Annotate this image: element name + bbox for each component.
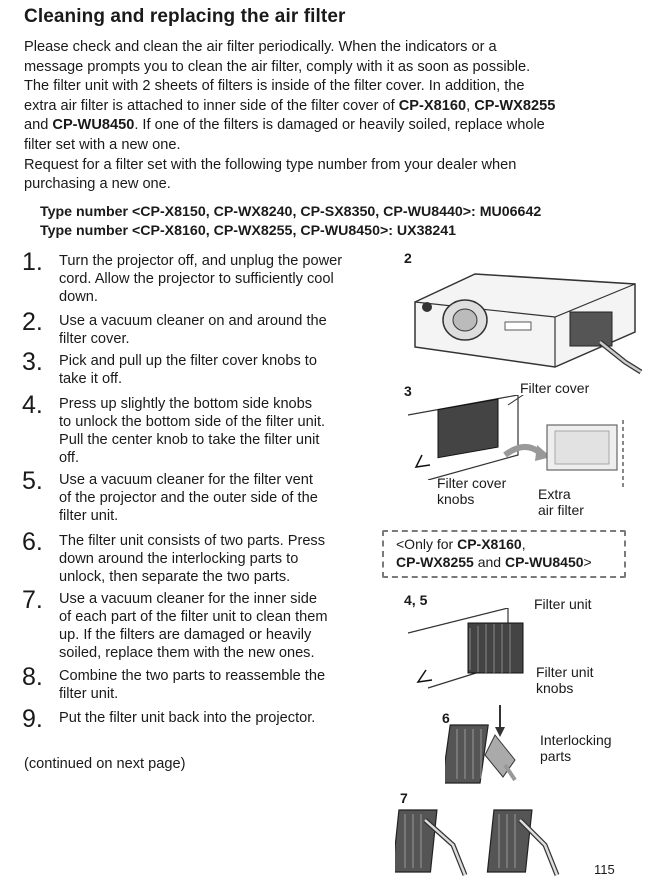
type-number-line: Type number <CP-X8160, CP-WX8255, CP-WU8450>: UX38241 xyxy=(40,223,457,239)
figure-label: 3 xyxy=(404,383,412,399)
manual-page: Cleaning and replacing the air filter Please check and clean the air filter periodically. When the indicators or a message prompts you to clean the air filter, comply with it as soon as possible. The filter unit with 2 sheets of filters is inside of the filter cover. In addition, the extra air filter is attached to inner side of the filter cover of CP-X8160, CP-WX8255 and CP-WU8450. If one of the filters is damaged or heavily soiled, replace whole filter set with a new one. Request for a filter set with the following type number from your dealer when purchasing a new one. Type number <CP-X8150, CP-WX8240, CP-SX8350, CP-WU8440>: MU06642 Type number <CP-X8160, CP-WX8255, CP-WU8450>: UX38241 1. Turn the projector off, and unplug the power cord. Allow the projector to sufficiently cool down. 2. Use a vacuum cleaner on and around the filter cover. 3. Pick and pull up the filter cover knobs to take it off. 4. Press up slightly the bottom side knobs to unlock the bottom side of the filter unit. Pull the center knob to take the filter unit off. 5. Use a vacuum cleaner for the filter vent of the projector and the outer side of the filter unit. 6. The filter unit consists of two parts. Press down around the interlocking parts to unlock, then separate the two parts. 7. Use a vacuum cleaner for the inner side of each part of the filter unit to clean them up. If the filters are damaged or heavily soiled, replace them with the new ones. 8. Combine the two parts to reassemble the filter unit. 9. Put the filter unit back into the projector. (continued on next page) 2 3 Filter cover Filter cover knobs Extra air filter <Only for CP-X8160, CP-WX8255 and CP-WU8450> 4, 5 Filter unit Filter unit knobs 6 Interlocking parts 7 115 xyxy=(0,0,654,879)
intro-line: purchasing a new one. xyxy=(24,176,171,193)
intro-line: Please check and clean the air filter periodically. When the indicators or a xyxy=(24,39,497,55)
figure-label: 6 xyxy=(442,710,450,726)
intro-line: The filter unit with 2 sheets of filters is inside of the filter cover. In addition, the xyxy=(24,78,525,95)
intro-line: extra air filter is attached to inner side of the filter cover of CP-X8160, CP-WX8255 xyxy=(24,97,556,114)
type-number-line: Type number <CP-X8150, CP-WX8240, CP-SX8350, CP-WU8440>: MU06642 xyxy=(40,204,542,220)
model-note-text: <Only for CP-X8160, CP-WX8255 and CP-WU8450> xyxy=(396,536,592,570)
filter-unit-label: Filter unit xyxy=(534,596,592,612)
filter-cover-knobs-label: Filter cover knobs xyxy=(437,475,507,507)
figure-label: 2 xyxy=(404,250,412,266)
page-title: Cleaning and replacing the air filter xyxy=(24,6,346,27)
intro-line: Request for a filter set with the following type number from your dealer when xyxy=(24,156,517,173)
extra-air-filter-label: Extra air filter xyxy=(538,486,584,518)
filter-cover-label: Filter cover xyxy=(520,380,590,396)
extra-filter-illustration xyxy=(495,415,635,490)
type-numbers xyxy=(40,203,541,241)
intro-line: filter set with a new one. xyxy=(24,136,181,153)
intro-paragraph xyxy=(24,38,634,195)
filter-unit-knobs-label: Filter unit knobs xyxy=(536,664,594,696)
intro-line: message prompts you to clean the air filter, comply with it as soon as possible. xyxy=(24,58,531,75)
intro-line: and CP-WU8450. If one of the filters is damaged or heavily soiled, replace whole xyxy=(24,117,545,134)
interlocking-parts-illustration xyxy=(445,705,540,790)
vacuum-cleaning-illustration xyxy=(395,800,570,878)
figure-label: 4, 5 xyxy=(404,592,428,608)
figure-label: 7 xyxy=(400,790,408,806)
interlocking-parts-label: Interlocking parts xyxy=(540,732,612,764)
projector-illustration xyxy=(395,262,645,377)
continued-note: (continued on next page) xyxy=(24,756,186,772)
filter-unit-illustration xyxy=(408,608,538,693)
page-number: 115 xyxy=(594,862,615,877)
